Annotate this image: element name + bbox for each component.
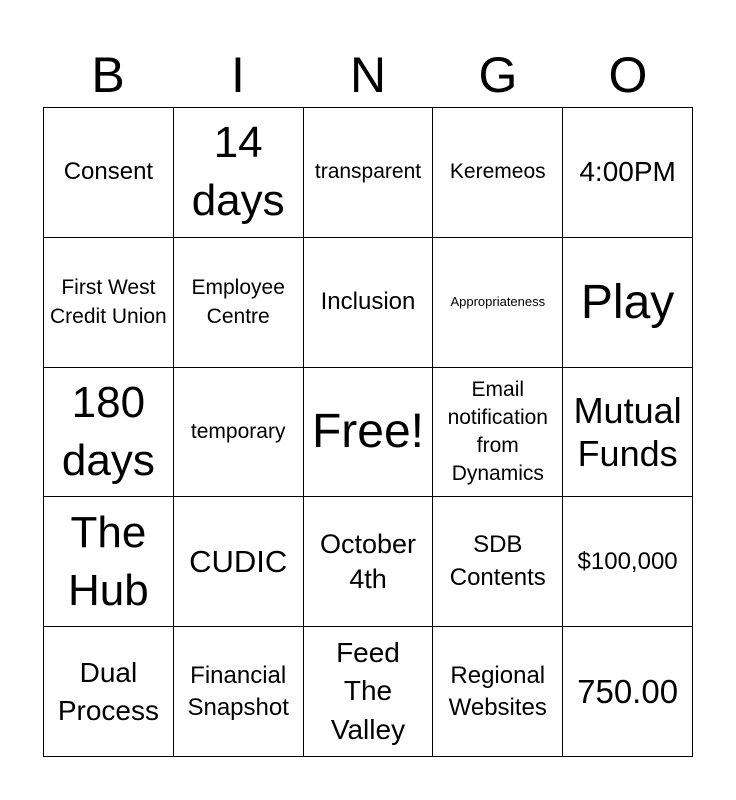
bingo-cell[interactable] [563, 108, 693, 238]
bingo-cell[interactable] [44, 497, 174, 627]
cell-text: SDB Contents [449, 531, 546, 591]
bingo-cell[interactable] [433, 108, 563, 238]
cell-text: Dual Process [57, 656, 159, 726]
header-letter-b: B [91, 47, 125, 103]
bingo-cell[interactable] [563, 368, 693, 498]
bingo-cell[interactable] [174, 627, 304, 757]
cell-text: Feed The Valley [330, 636, 406, 745]
bingo-cell[interactable] [44, 238, 174, 368]
cell-text: 14 days [191, 118, 285, 226]
cell-text: Inclusion [320, 288, 416, 316]
cell-text: Regional Websites [448, 662, 547, 721]
cell-text: Financial Snapshot [187, 662, 289, 721]
bingo-cell[interactable] [304, 368, 434, 498]
bingo-cell[interactable] [44, 108, 174, 238]
bingo-cell[interactable] [304, 627, 434, 757]
cell-text: First West Credit Union [50, 275, 167, 329]
bingo-cell[interactable] [44, 627, 174, 757]
bingo-cell[interactable] [304, 238, 434, 368]
cell-text: temporary [190, 419, 286, 443]
header-letter-n: N [349, 47, 387, 103]
cell-text: transparent [314, 160, 422, 184]
cell-text: Keremeos [449, 160, 546, 184]
cell-text: $100,000 [577, 547, 678, 575]
cell-text: Consent [63, 158, 154, 186]
bingo-board [43, 107, 693, 757]
bingo-cell[interactable] [433, 368, 563, 498]
bingo-cell[interactable] [304, 497, 434, 627]
cell-text: 4:00PM [579, 156, 676, 188]
header-letter-g: G [478, 47, 518, 103]
bingo-cell[interactable] [174, 238, 304, 368]
cell-text: Play [580, 275, 675, 329]
bingo-cell[interactable] [174, 368, 304, 498]
bingo-cell[interactable] [563, 627, 693, 757]
cell-text: CUDIC [189, 543, 288, 579]
cell-text: Appropriateness [450, 293, 546, 309]
free-space: Free! [311, 405, 424, 459]
bingo-cell[interactable] [433, 497, 563, 627]
cell-text: October 4th [319, 528, 416, 594]
header-letter-o: O [608, 47, 648, 103]
cell-text: 180 days [61, 377, 155, 485]
cell-text: Mutual Funds [573, 389, 682, 474]
header-letter-i: I [231, 47, 245, 103]
bingo-cell[interactable] [174, 108, 304, 238]
bingo-cell[interactable] [174, 497, 304, 627]
bingo-header [43, 42, 693, 108]
bingo-cell[interactable] [563, 238, 693, 368]
cell-text: 750.00 [577, 672, 679, 710]
bingo-cell[interactable] [44, 368, 174, 498]
bingo-cell[interactable] [433, 238, 563, 368]
bingo-cell[interactable] [433, 627, 563, 757]
bingo-cell[interactable] [563, 497, 693, 627]
cell-text: Employee Centre [191, 275, 285, 329]
cell-text: Email notification from Dynamics [447, 378, 548, 485]
cell-text: The Hub [68, 507, 149, 615]
bingo-cell[interactable] [304, 108, 434, 238]
